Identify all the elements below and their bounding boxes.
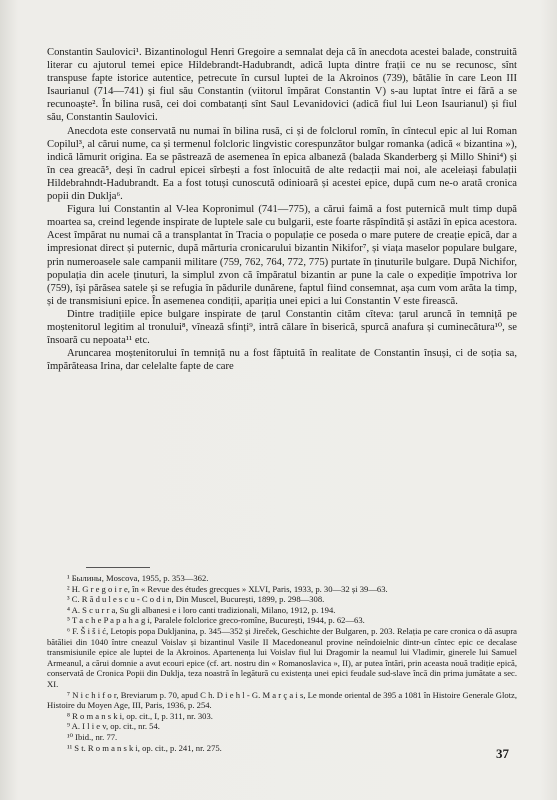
footnote-10: ¹⁰ Ibid., nr. 77. [67,731,118,742]
main-text [47,46,517,373]
footnote-11: ¹¹ S t. R o m a n s k i, op. cit., p. 241, nr. 275. [67,742,222,753]
footnote-9: ⁹ A. I l i e v, op. cit., nr. 54. [67,721,160,732]
footnote-6: ⁶ F. Š i š i ć, Letopis popa Dukljanina, p. 345—352 și Jireček, Geschichte der Bulgaren, p. 203. Relația pe care cronica o dă asupra bătăliei din 1040 între cneazul Voislav și bizantinul Vasile II Macedoneanul provine neîndoielnic dintr-un cîntec epic ce decalase transmisiunile epice ale luptei de la Akroinos. Apartenența lui Voislav fiul lui Dragomir la neamul lui Vladimir, ginerele lui Samuel Armeanul, a cărui domnie a avut ecouri epice (cf. art. nostru din « Romanoslavica », II), ar putea întări, prin aceasta nouă tradiție epică, conservată de Cronica Popii din Duklja, teza noastră în legătură cu existența unei epici feudale sud-slave încă din prima jumătate a sec. XI. [47,625,517,689]
footnote-8: ⁸ R o m a n s k i, op. cit., I, p. 311, nr. 303. [67,710,213,721]
paragraph-5: Aruncarea moștenitorului în temniță nu a fost făptuită în realitate de Constantin însuși, ci de soția sa, împărăteasa Irina, dar celelalte fapte de care [47,348,517,373]
page-number: 37 [496,746,509,761]
footnote-separator [86,567,150,568]
paragraph-2: Anecdota este conservată nu numai în bilina rusă, ci și de folclorul romîn, în cîntecul epic al lui Roman Copilul³, al cărui nume, ca și termenul folcloric lingvistic corespunzător bulgar romanka (adică « bizantina »), indică lămurit origina. Ea se păstrează de asemenea în epica albaneză (balada Skanderberg și Millo Shini⁴) și în cea greacă⁵, deși în cadrul epicei sîrbești a fost înlocuită de alte redacții mai noi, ale aceleiași fabulații Hildebrahndt-Hadubrandt. Ea a fost totuși cunoscută odinioară și acestei epice, după cum ne-o arată cronica popii din Duklja⁶. [47,125,517,203]
paragraph-3: Figura lui Constantin al V-lea Kopronimul (741—775), a cărui faimă a fost puternică mult timp după moartea sa, creind legende inspirate de luptele sale cu bulgarii, este foarte răspîndită și astăzi în epica acestora. Acest împărat nu numai că a transplantat în Tracia o populație ce poseda o mare putere de creație epică, dar a impresionat direct și puternic, după mărturia cronicarului bizantin Nikifor⁷, și viața maselor populare bulgare, prin numeroasele sale campanii militare (759, 762, 764, 772, 775) purtate în ținuturile bulgare. După Nichifor, populația din acele ținuturi, la simplul zvon că împăratul bizantin ar pune la cale o expediție împotriva lor (759), își părăsea satele și se refugia în pădurile dunărene, faptul fiind consemnat, așa cum vom arăta la timp, și de transmisiuni epice. În asemenea condiții, apariția unei epici a lui Constantin V este firească. [47,204,517,307]
footnotes [47,573,517,753]
footnote-1: ¹ Былины, Moscova, 1955, p. 353—362. [67,573,209,583]
paragraph-4: Dintre tradițiile epice bulgare inspirate de țarul Constantin cităm cîteva: țarul aruncă în temniță pe moștenitorul legitim al tronului⁸, vînează sfinți⁹, intră călare în biserică, spurcă anafura și cuminecătura¹⁰, se însoară cu nepoata¹¹ etc. [47,308,517,347]
footnote-7: ⁷ N i c h i f o r, Breviarum p. 70, apud C h. D i e h l - G. M a r ç a i s, Le monde oriental de 395 a 1081 în Histoire Generale Glotz, Histoire du Moyen Age, III, Paris, 1936, p. 254. [47,689,517,711]
footnote-2: ² H. G r e g o i r e, în « Revue des études grecques » XLVI, Paris, 1933, p. 30—32 și 39—63. [67,583,388,594]
footnote-5: ⁵ T a c h e P a p a h a g i, Paralele folclorice greco-romîne, București, 1944, p. 62—63. [67,615,365,626]
footnote-3: ³ C. R ă d u l e s c u - C o d i n, Din Muscel, București, 1899, p. 298—308. [67,594,325,605]
paragraph-1: Constantin Saulovici¹. Bizantinologul Henri Gregoire a semnalat deja că în anecdota acestei balade, construită literar cu ajutorul temei epice Hildebrandt-Hadubrandt, adică lupta dintre frații ce nu se recunosc, sînt transpuse fapte istorice autentice, petrecute în cursul luptei de la Akroinos (739), bătălie în care Leon III Isaurianul (714—741) și fiul său Constantin (viitorul împărat Constantin V) s-au luptat între ei fără a se recunoaște². În bilina rusă, cei doi combatanți sînt Saul Levanidovici (adică fiul lui Leon Isaurianul) și fiul său, Constantin Saulovici. [47,47,517,124]
footnote-4: ⁴ A. S c u r r a, Su gli albanesi e i loro canti tradizionali, Milano, 1912, p. 194. [67,604,336,615]
